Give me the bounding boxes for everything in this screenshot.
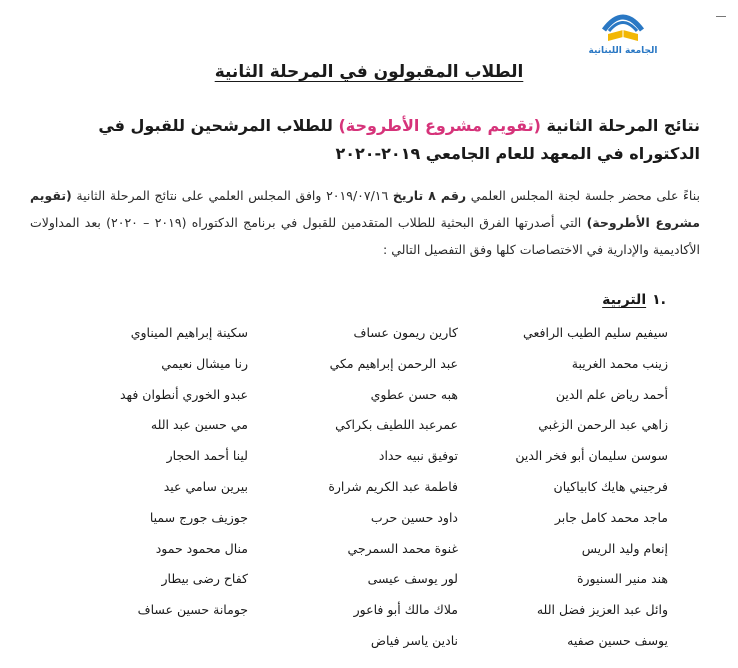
para-bold1: رقم ٨ تاريخ (392, 188, 467, 203)
book-logo-icon (600, 10, 646, 44)
name-item: عبدو الخوري أنطوان فهد (120, 386, 248, 402)
main-heading-text: الطلاب المقبولون في المرحلة الثانية (214, 62, 524, 82)
corner-mark (716, 16, 726, 17)
name-item: سيفيم سليم الطيب الرافعي (523, 325, 668, 340)
name-item: رنا ميشال نعيمي (161, 355, 248, 371)
name-item: لينا أحمد الحجار (166, 448, 248, 464)
name-item: كفاح رضى بيطار (161, 571, 248, 587)
name-item: سوسن سليمان أبو فخر الدين (515, 448, 668, 464)
section-title-text: التربية (602, 292, 647, 308)
para-part1: بناءً على محضر جلسة لجنة المجلس العلمي (466, 188, 700, 203)
names-column-3 (48, 318, 248, 626)
name-item: مي حسين عبد الله (150, 417, 248, 433)
name-item: سكينة إبراهيم الميناوي (130, 325, 248, 340)
subheading-part1: نتائج المرحلة الثانية (540, 116, 700, 135)
name-item: فاطمة عبد الكريم شرارة (328, 478, 458, 494)
names-column-2 (258, 318, 458, 657)
name-item: هبه حسن عطوي (370, 386, 458, 402)
name-item: فرجيني هايك كابياكيان (553, 478, 668, 494)
name-item: عمرعبد اللطيف بكراكي (335, 417, 458, 433)
para-part3: التي أصدرتها الفرق البحثية للطلاب المتقدمين للقبول في برنامج الدكتوراه (٢٠١٩ – ٢٠٢٠) بعد المداولات الأكاديمية والإدارية في الاختصاصات كلها وفق التفصيل التالي : (30, 215, 700, 257)
name-item: غنوة محمد السمرجي (347, 540, 458, 556)
section-title (602, 292, 666, 308)
names-list (48, 318, 668, 658)
name-item: ملاك مالك أبو فاعور (353, 602, 458, 618)
name-item: عبد الرحمن إبراهيم مكي (329, 355, 458, 371)
name-item: ماجد محمد كامل جابر (554, 509, 668, 525)
names-column-1 (468, 318, 668, 657)
para-bold2: (تقويم مشروع الأطروحة) (30, 188, 700, 230)
name-item: بيرين سامي عيد (163, 478, 248, 494)
section-number: .١ (652, 292, 666, 308)
name-item: توفيق نبيه حداد (378, 448, 458, 464)
name-item: لور يوسف عيسى (367, 571, 458, 587)
university-logo (588, 10, 658, 60)
name-item: زاهي عبد الرحمن الزغبي (538, 417, 668, 433)
subheading-highlight: (تقويم مشروع الأطروحة) (338, 116, 541, 135)
name-item: داود حسين حرب (370, 509, 458, 525)
name-item: زينب محمد الغريبة (571, 355, 668, 371)
name-item: نادين ياسر فياض (370, 632, 458, 648)
subheading (30, 112, 700, 168)
name-item: هند منير السنيورة (576, 571, 668, 587)
name-item: كارين ريمون عساف (353, 325, 458, 340)
intro-paragraph (30, 182, 700, 263)
subheading-part2: للطلاب المرشحين للقبول في الدكتوراه في المعهد للعام الجامعي ٢٠١٩-٢٠٢٠ (98, 116, 700, 163)
name-item: أحمد رياض علم الدين (555, 386, 668, 402)
para-part2: ٢٠١٩/٠٧/١٦ وافق المجلس العلمي على نتائج المرحلة الثانية (71, 188, 393, 203)
name-item: يوسف حسين صفيه (567, 632, 668, 648)
logo-text: الجامعة اللبنانية (588, 46, 658, 56)
main-heading (0, 62, 738, 82)
name-item: جومانة حسين عساف (137, 602, 248, 618)
name-item: منال محمود حمود (155, 540, 248, 556)
name-item: جوزيف جورج سميا (149, 509, 248, 525)
name-item: وائل عبد العزيز فضل الله (536, 602, 668, 618)
name-item: إنعام وليد الريس (581, 540, 668, 556)
